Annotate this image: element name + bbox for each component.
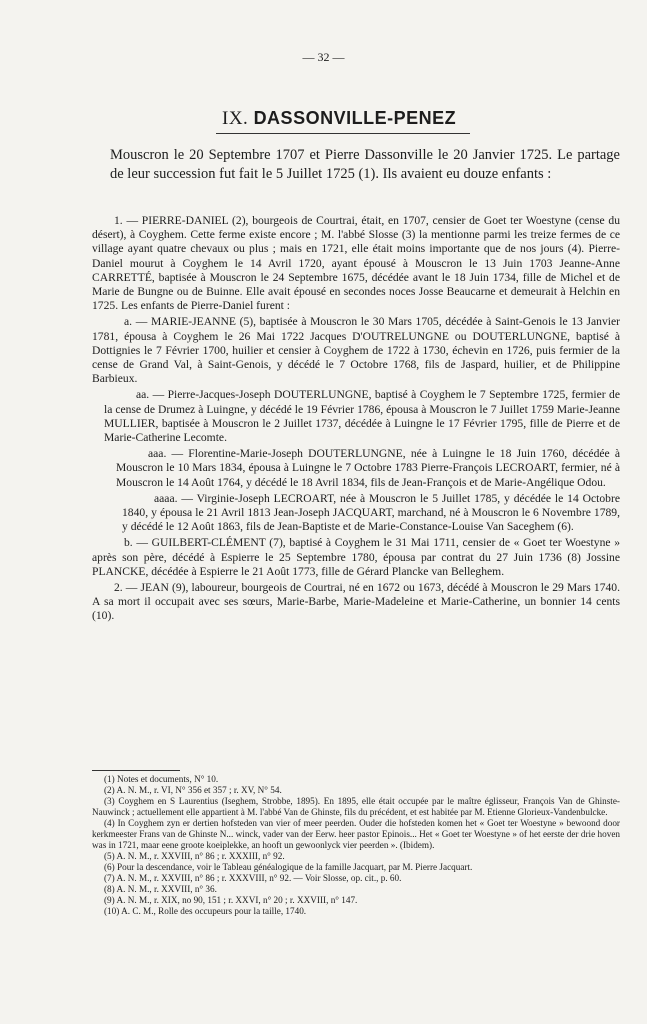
footnote: (7) A. N. M., r. XXVIII, n° 86 ; r. XXXVIII, n° 92. — Voir Slosse, op. cit., p. 60. [104,873,402,883]
footnote: (5) A. N. M., r. XXVIII, n° 86 ; r. XXXIII, n° 92. [104,851,285,861]
footnote: (6) Pour la descendance, voir le Tableau généalogique de la famille Jacquart, par M. Pierre Jacquart. [104,862,473,872]
paragraph-pierre-jacques-joseph: aa. — Pierre-Jacques-Joseph DOUTERLUNGNE, baptisé à Coyghem le 7 Septembre 1725, fermier de la cense de Drumez à Luingne, y décédé le 19 Février 1786, épousa à Mouscron le 7 Juillet 1759 Marie-Jeanne MULLIER, baptisée à Mouscron le 2 Juillet 1737, décédée à Luingne le 17 Février 1795, fille de Pierre et de Marie-Catherine Lecomte. [104,388,620,445]
title-rule [216,133,470,134]
footnote: (1) Notes et documents, N° 10. [104,774,219,784]
footnotes [92,774,620,917]
footnote: (10) A. C. M., Rolle des occupeurs pour la taille, 1740. [104,906,307,916]
paragraph-virginie-joseph: aaaa. — Virginie-Joseph LECROART, née à Mouscron le 5 Juillet 1785, y décédée le 14 Octobre 1840, y épousa le 21 Avril 1813 Jean-Joseph JACQUART, marchand, né à Mouscron le 6 Novembre 1789, y décédé le 12 Août 1863, fils de Jean-Baptiste et de Marie-Constance-Louise Van Saceghem (6). [122,491,620,534]
paragraph-guilbert-clement: b. — GUILBERT-CLÉMENT (7), baptisé à Coyghem le 31 Mai 1711, censier de « Goet ter Woestyne » après son père, décédé à Espierre le 25 Septembre 1780, épousa par contrat du 27 Juin 1736 (8) Jossine PLANCKE, décédée à Espierre le 21 Août 1773, fille de Gérard Plancke van Belleghem. [92,536,620,578]
footnotes-rule [92,770,180,771]
body-text [92,214,620,626]
footnote: (4) In Coyghem zyn er dertien hofsteden van vier of meer peerden. Ouder die hofsteden komen het « Goet ter Woestyne » bewoond door kerkmeester Frans van de Ghinste N... winck, vader van der Eerw. heer pastor Epinois... Het « Goet ter Woestyne » of het eerste der drie hoven was in 1721, maar eene groote koeiplekke, an hooft un gewoonlyck vier peerden ». (Ibidem). [92,818,620,850]
footnote: (2) A. N. M., r. VI, N° 356 et 357 ; r. XV, N° 54. [104,785,282,795]
page-number: — 32 — [302,50,345,64]
paragraph-pierre-daniel: 1. — PIERRE-DANIEL (2), bourgeois de Courtrai, était, en 1707, censier de Goet ter Woestyne (cense du désert), à Coyghem. Cette ferme existe encore ; M. l'abbé Slosse (3) la mentionne parmi les treize fermes de ce village ayant quatre chevaux ou plus ; mais en 1721, elle était moins importante que de nos jours (4). Pierre-Daniel mourut à Coyghem le 14 Avril 1720, ayant épousé à Mouscron le 13 Juin 1703 Jeanne-Anne CARRETTÉ, baptisée à Mouscron le 24 Septembre 1675, décédée avant le 18 Juin 1734, fille de Michel et de Marie de Bungne ou de Buinne. Elle avait épousé en secondes noces Josse Beaucarne et demeurait à Helchin en 1725. Les enfants de Pierre-Daniel furent : [92,214,620,313]
chapter-name: DASSONVILLE-PENEZ [253,108,457,128]
footnote: (3) Coyghem en S Laurentius (Iseghem, Strobbe, 1895). En 1895, elle était occupée par le maître églisseur, François Van de Ghinste-Nauwinck ; actuellement elle appartient à M. l'abbé Van de Ghinste, fils du précédent, et est habitée par M. Etienne Glorieux-Vandenbulcke. [92,796,620,817]
chapter-title [222,108,456,130]
intro-paragraph: Mouscron le 20 Septembre 1707 et Pierre Dassonville le 20 Janvier 1725. Le partage de leur succession fut fait le 5 Juillet 1725 (1). Ils avaient eu douze enfants : [110,147,620,182]
footnote: (9) A. N. M., r. XIX, no 90, 151 ; r. XXVI, n° 20 ; r. XXVIII, n° 147. [104,895,358,905]
footnote: (8) A. N. M., r. XXVIII, n° 36. [104,884,217,894]
paragraph-florentine-marie-joseph: aaa. — Florentine-Marie-Joseph DOUTERLUNGNE, née à Luingne le 18 Juin 1760, décédée à Mouscron le 10 Mars 1834, épousa à Luingne le 7 Octobre 1783 Pierre-François LECROART, fermier, né à Mouscron le 14 Août 1764, y décédé le 18 Avril 1834, fils de Jean-François et de Marie-Angélique Odou. [116,447,620,489]
paragraph-marie-jeanne: a. — MARIE-JEANNE (5), baptisée à Mouscron le 30 Mars 1705, décédée à Saint-Genois le 13 Janvier 1781, épousa à Coyghem le 26 Mai 1722 Jacques D'OUTRELUNGNE ou DOUTERLUNGNE, baptisé à Dottignies le 7 Février 1700, huilier et censier à Coyghem de 1722 à 1730, échevin en 1726, puis fermier de la cense de Grand Val, à Saint-Genois, y décédé le 7 Octobre 1768, fils de Jaspard, huilier, et de Philippine Barbieux. [92,315,620,386]
paragraph-jean: 2. — JEAN (9), laboureur, bourgeois de Courtrai, né en 1672 ou 1673, décédé à Mouscron le 29 Mars 1740. A sa mort il occupait avec ses sœurs, Marie-Barbe, Marie-Madeleine et Marie-Catherine, un bonnier 14 cents (10). [92,581,620,623]
chapter-number: IX. [222,108,249,129]
